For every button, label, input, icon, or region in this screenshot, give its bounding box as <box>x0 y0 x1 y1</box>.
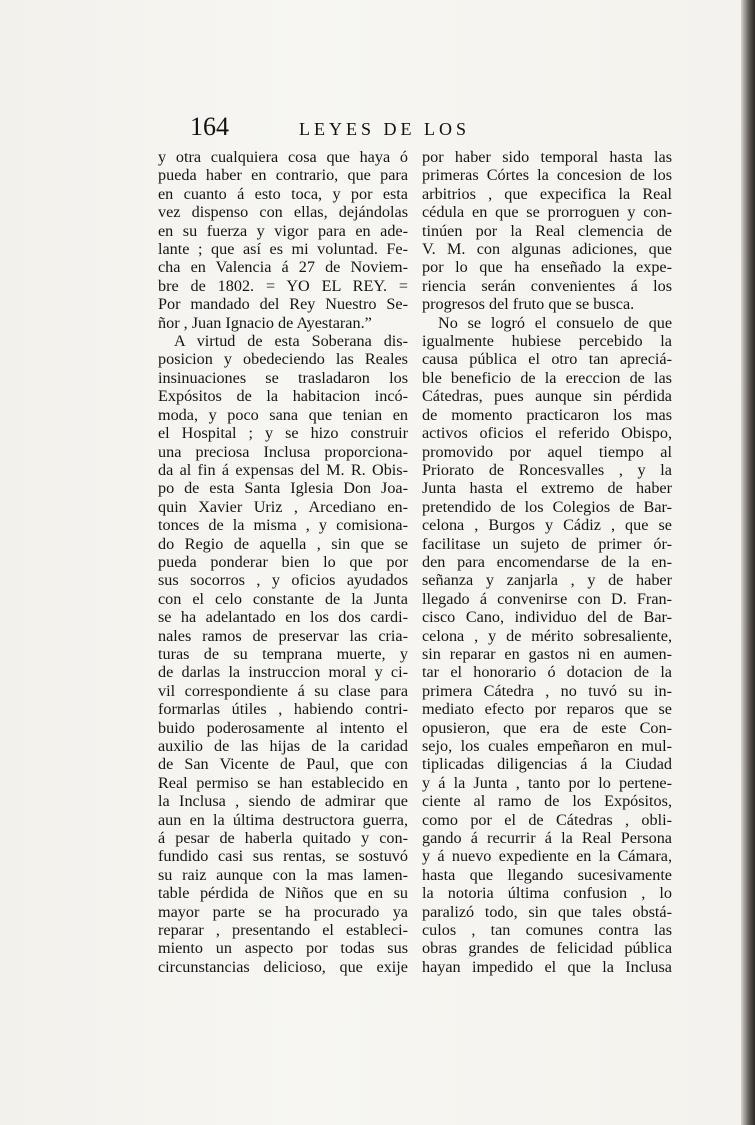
text-line: Priorato de Roncesvalles , y la <box>422 460 672 479</box>
text-line: ñor , Juan Ignacio de Ayestaran.” <box>158 313 372 332</box>
text-line: de darlas la instruccion moral y ci- <box>158 663 408 682</box>
text-line: Real permiso se han establecido en <box>158 773 408 792</box>
text-line: primeras Córtes la concesion de los <box>422 166 672 185</box>
text-line: formarlas útiles , habiendo contri- <box>158 700 408 719</box>
text-line: opusieron, que era de este Con- <box>422 718 672 737</box>
text-line: tar el honorario ó dotacion de la <box>422 663 672 682</box>
text-line: hasta que llegando sucesivamente <box>422 865 672 884</box>
text-line: V. M. con algunas adiciones, que <box>422 240 672 259</box>
text-line: turas de su temprana muerte, y <box>158 644 408 663</box>
text-line: celona , Burgos y Cádiz , que se <box>422 516 672 535</box>
text-line: pueda haber en contrario, que para <box>158 166 408 185</box>
text-line: sin reparar en gastos ni en aumen- <box>422 644 672 663</box>
text-line: la Inclusa , siendo de admirar que <box>158 792 408 811</box>
text-line: su raiz aunque con la mas lamen- <box>158 865 408 884</box>
text-line: primera Cátedra , no tuvó su in- <box>422 681 672 700</box>
text-line: tiplicadas diligencias á la Ciudad <box>422 755 672 774</box>
text-line: en su fuerza y vigor para en ade- <box>158 221 408 240</box>
text-line: fundido casi sus rentas, se sostuvó <box>158 847 408 866</box>
text-line: arbitrios , que expecifica la Real <box>422 184 672 203</box>
text-line: miento un aspecto por todas sus <box>158 939 408 958</box>
text-line: obras grandes de felicidad pública <box>422 939 672 958</box>
text-line: por haber sido temporal hasta las <box>422 148 672 166</box>
text-line: de San Vicente de Paul, que con <box>158 755 408 774</box>
text-line: y á nuevo expediente en la Cámara, <box>422 847 672 866</box>
text-line: sus socorros , y oficios ayudados <box>158 571 408 590</box>
text-line: facilitase un sujeto de primer ór- <box>422 534 672 553</box>
text-line: progresos del fruto que se busca. <box>422 295 635 314</box>
text-line: lante ; que así es mi voluntad. Fe- <box>158 240 408 259</box>
text-line: mediato efecto por reparos que se <box>422 700 672 719</box>
text-line: tinúen por la Real clemencia de <box>422 221 672 240</box>
text-line: Junta hasta el extremo de haber <box>422 479 672 498</box>
text-line: activos oficios el referido Obispo, <box>422 424 672 443</box>
text-line: riencia serán convenientes á los <box>422 276 672 295</box>
text-line: table pérdida de Niños que en su <box>158 884 408 903</box>
text-line: á pesar de haberla quitado y con- <box>158 829 408 848</box>
text-line: cisco Cano, individuo del de Bar- <box>422 608 672 627</box>
text-line: y á la Junta , tanto por lo pertene- <box>422 773 672 792</box>
page-number: 164 <box>190 112 229 141</box>
text-line: po de esta Santa Iglesia Don Joa- <box>158 479 408 498</box>
text-line: posicion y obedeciendo las Reales <box>158 350 408 369</box>
text-line: de momento practicaron los mas <box>422 405 672 424</box>
text-line: nales ramos de preservar las cria- <box>158 626 408 645</box>
text-line: tonces de la misma , y comisiona- <box>158 516 408 535</box>
text-line: A virtud de esta Soberana dis- <box>174 332 408 351</box>
text-line: quin Xavier Uriz , Arcediano en- <box>158 497 408 516</box>
text-line: buido poderosamente al intento el <box>158 718 408 737</box>
right-text-column <box>422 148 672 976</box>
text-line: vez dispenso con ellas, dejándolas <box>158 203 408 222</box>
text-line: y otra cualquiera cosa que haya ó <box>158 148 408 166</box>
text-line: insinuaciones se trasladaron los <box>158 368 408 387</box>
text-line: circunstancias delicioso, que exije <box>158 957 408 976</box>
text-line: cha en Valencia á 27 de Noviem- <box>158 258 408 277</box>
text-line: celona , y de mérito sobresaliente, <box>422 626 672 645</box>
text-line: igualmente hubiese percebido la <box>422 332 672 351</box>
text-line: causa pública el otro tan apreciá- <box>422 350 672 369</box>
text-line: bre de 1802. = YO EL REY. = <box>158 276 408 295</box>
text-line: mayor parte se ha procurado ya <box>158 902 408 921</box>
text-line: se ha adelantado en los dos cardi- <box>158 608 408 627</box>
text-line: No se logró el consuelo de que <box>438 313 672 332</box>
text-line: hayan impedido el que la Inclusa <box>422 957 672 976</box>
text-line: culos , tan comunes contra las <box>422 921 672 940</box>
text-line: Por mandado del Rey Nuestro Se- <box>158 295 408 314</box>
left-text-column <box>158 148 408 976</box>
text-line: pretendido de los Colegios de Bar- <box>422 497 672 516</box>
running-title: LEYES DE LOS <box>299 119 470 139</box>
text-line: ble beneficio de la ereccion de las <box>422 368 672 387</box>
text-line: Cátedras, pues aunque sin pérdida <box>422 387 672 406</box>
text-line: moda, y poco sana que tenian en <box>158 405 408 424</box>
text-line: do Regio de aquella , sin que se <box>158 534 408 553</box>
text-line: aun en la última destructora guerra, <box>158 810 408 829</box>
text-line: con el celo constante de la Junta <box>158 589 408 608</box>
text-line: llegado á convenirse con D. Fran- <box>422 589 672 608</box>
text-line: señanza y zanjarla , y de haber <box>422 571 672 590</box>
text-line: da al fin á expensas del M. R. Obis- <box>158 460 408 479</box>
text-line: promovido por aquel tiempo al <box>422 442 672 461</box>
text-line: el Hospital ; y se hizo construir <box>158 424 408 443</box>
text-line: gando á recurrir á la Real Persona <box>422 829 672 848</box>
text-line: den para encomendarse de la en- <box>422 552 672 571</box>
text-line: por lo que ha enseñado la expe- <box>422 258 672 277</box>
text-line: la notoria última confusion , lo <box>422 884 672 903</box>
text-line: cédula en que se prorroguen y con- <box>422 203 672 222</box>
text-line: como por el de Cátedras , obli- <box>422 810 672 829</box>
page-header <box>190 112 510 142</box>
text-line: sejo, los cuales empeñaron en mul- <box>422 737 672 755</box>
text-line: ciente al ramo de los Expósitos, <box>422 792 672 811</box>
text-line: pueda ponderar bien lo que por <box>158 552 408 571</box>
text-line: una preciosa Inclusa proporciona- <box>158 442 408 461</box>
text-line: reparar , presentando el estableci- <box>158 921 408 940</box>
text-line: auxilio de las hijas de la caridad <box>158 737 408 755</box>
text-line: vil correspondiente á su clase para <box>158 681 408 700</box>
text-line: en cuanto á esto toca, y por esta <box>158 184 408 203</box>
page-edge-shadow <box>741 0 755 1125</box>
text-line: Expósitos de la habitacion incó- <box>158 387 408 406</box>
text-line: paralizó todo, sin que tales obstá- <box>422 902 672 921</box>
